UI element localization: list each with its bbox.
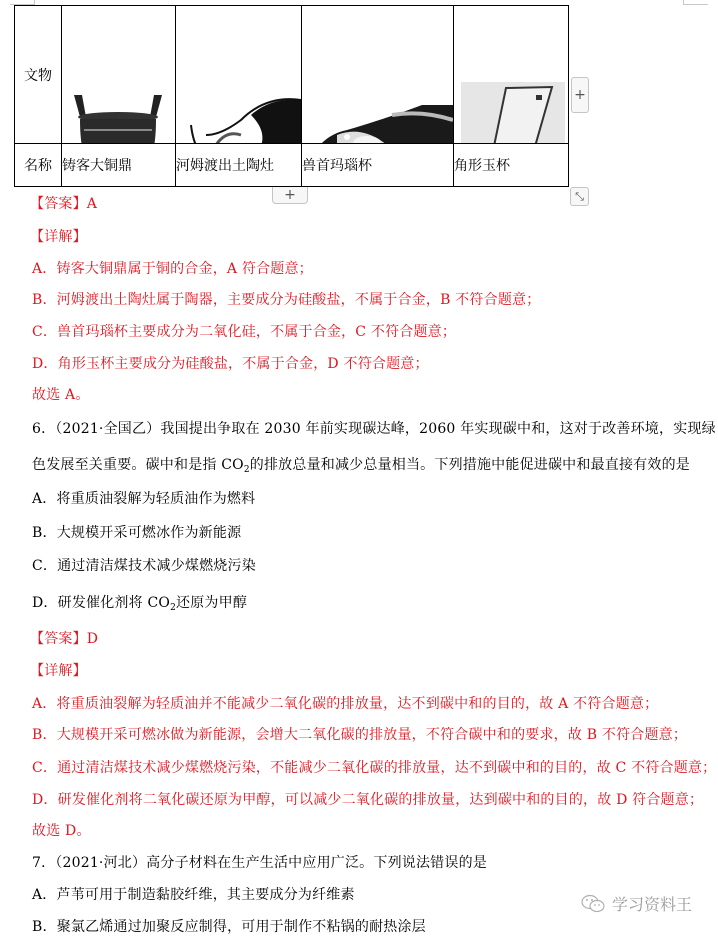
q6-stem-pre: 色发展至关重要。碳中和是指 CO bbox=[32, 457, 244, 473]
pottery-stove-icon bbox=[176, 75, 301, 144]
q6-option-d bbox=[32, 592, 247, 613]
q6-conclusion: 故选 D。 bbox=[32, 823, 91, 839]
bronze-ding-icon bbox=[62, 75, 175, 144]
q7-option-b: B．聚氯乙烯通过加聚反应制得，可用于制作不粘锅的耐热涂层 bbox=[32, 919, 426, 935]
q7-option-a: A．芦苇可用于制造黏胶纤维，其主要成分为纤维素 bbox=[32, 887, 355, 903]
q6-detail-heading: 【详解】 bbox=[30, 663, 87, 679]
relic-image-4 bbox=[454, 6, 569, 144]
relic-name-4: 角形玉杯 bbox=[454, 144, 569, 187]
relic-name-1: 铸客大铜鼎 bbox=[62, 144, 176, 187]
watermark bbox=[580, 892, 692, 915]
q6-option-b: B．大规模开采可燃冰作为新能源 bbox=[32, 525, 242, 541]
add-column-button[interactable]: + bbox=[571, 77, 589, 113]
q6-stem-post: 的排放总量和减少总量相当。下列措施中能促进碳中和最直接有效的是 bbox=[249, 457, 690, 473]
q6-option-d-pre: D．研发催化剂将 CO bbox=[32, 595, 171, 611]
relics-table bbox=[14, 5, 569, 187]
q6-explanation-a: A．将重质油裂解为轻质油并不能减少二氧化碳的排放量，达不到碳中和的目的，故 A 不符合题意； bbox=[32, 696, 659, 712]
table-row-images bbox=[15, 6, 569, 144]
relic-name-2: 河姆渡出土陶灶 bbox=[176, 144, 302, 187]
table-row-names bbox=[15, 144, 569, 187]
q5-explanation-b: B．河姆渡出土陶灶属于陶器，主要成分为硅酸盐，不属于合金，B 不符合题意； bbox=[32, 292, 541, 308]
q6-option-d-subscript: 2 bbox=[170, 603, 177, 613]
watermark-text: 学习资料王 bbox=[612, 895, 693, 914]
relic-image-2 bbox=[176, 6, 302, 144]
row-label-name: 名称 bbox=[15, 144, 62, 187]
agate-cup-icon bbox=[302, 75, 453, 144]
wechat-icon bbox=[580, 894, 606, 914]
q5-explanation-d: D．角形玉杯主要成分为硅酸盐，不属于合金，D 不符合题意； bbox=[32, 356, 429, 372]
table-resize-handle[interactable]: ⤡ bbox=[570, 187, 589, 206]
q5-explanation-c: C．兽首玛瑙杯主要成分为二氧化硅，不属于合金，C 不符合题意； bbox=[32, 324, 457, 340]
q6-answer: 【答案】D bbox=[30, 631, 99, 647]
q5-answer: 【答案】A bbox=[30, 196, 98, 212]
q7-stem: 7．（2021·河北）高分子材料在生产生活中应用广泛。下列说法错误的是 bbox=[32, 855, 487, 871]
q6-option-a: A．将重质油裂解为轻质油作为燃料 bbox=[32, 491, 256, 507]
q6-stem-subscript: 2 bbox=[243, 465, 250, 475]
q6-option-d-post: 还原为甲醇 bbox=[176, 595, 248, 611]
jade-horn-cup-icon bbox=[454, 75, 568, 144]
q6-stem-line2 bbox=[32, 454, 690, 475]
relic-name-3: 兽首玛瑙杯 bbox=[302, 144, 454, 187]
q6-explanation-d: D．研发催化剂将二氧化碳还原为甲醇，可以减少二氧化碳的排放量，达到碳中和的目的，故 D 符合题意； bbox=[32, 792, 704, 808]
q5-conclusion: 故选 A。 bbox=[32, 387, 90, 403]
q5-explanation-a: A．铸客大铜鼎属于铜的合金，A 符合题意； bbox=[32, 261, 313, 277]
q6-explanation-b: B．大规模开采可燃冰做为新能源，会增大二氧化碳的排放量，不符合碳中和的要求，故 B 不符合题意； bbox=[32, 727, 688, 743]
q6-option-c: C．通过清洁煤技术减少煤燃烧污染 bbox=[32, 558, 256, 574]
add-row-button[interactable]: + bbox=[272, 187, 308, 204]
row-label-relic: 文物 bbox=[15, 6, 62, 144]
q6-stem-line1: 6．（2021·全国乙）我国提出争取在 2030 年前实现碳达峰，2060 年实现碳中和，这对于改善环境，实现绿 bbox=[32, 421, 716, 437]
page-corner-mark-right bbox=[683, 0, 708, 5]
q6-explanation-c: C．通过清洁煤技术减少煤燃烧污染，不能减少二氧化碳的排放量，达不到碳中和的目的，故 C 不符合题意； bbox=[32, 760, 717, 776]
relic-image-3 bbox=[302, 6, 454, 144]
relic-image-1 bbox=[62, 6, 176, 144]
q5-detail-heading: 【详解】 bbox=[30, 229, 87, 245]
